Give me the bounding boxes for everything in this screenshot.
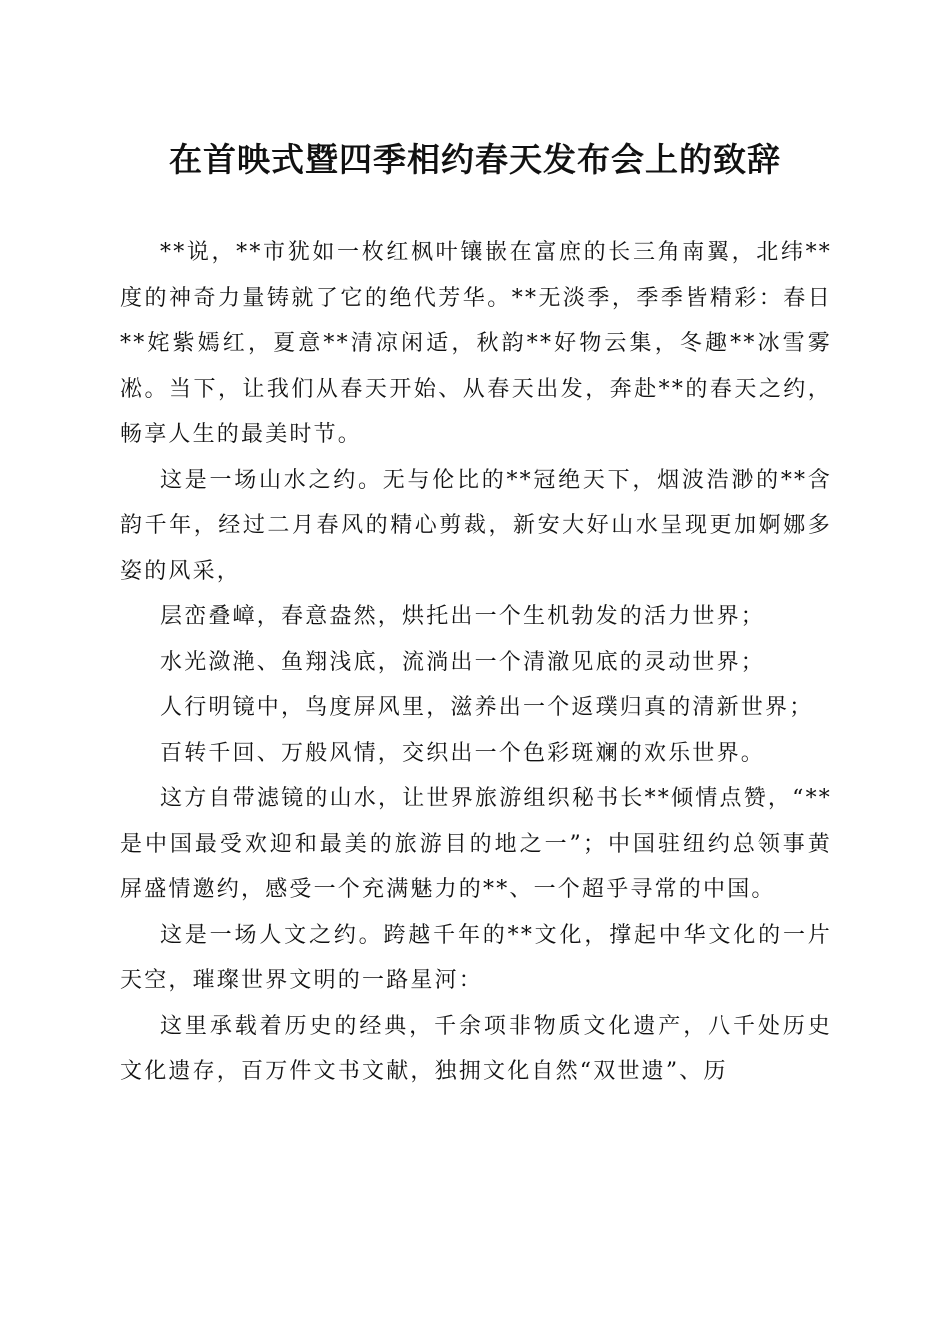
paragraph: 水光潋滟、鱼翔浅底，流淌出一个清澈见底的灵动世界； <box>160 649 766 675</box>
paragraph: 这方自带滤镜的山水，让世界旅游组织秘书长**倾情点赞，“**是中国最受欢迎和最美的旅游目的地之一”；中国驻纽约总领事黄屏盛情邀约，感受一个充满魅力的**、一个超乎寻常的中国。 <box>120 786 832 902</box>
paragraph: 层峦叠嶂，春意盎然，烘托出一个生机勃发的活力世界； <box>160 604 766 629</box>
document-body <box>120 230 832 1095</box>
paragraph: 人行明镜中，鸟度屏风里，滋养出一个返璞归真的清新世界； <box>160 695 814 720</box>
paragraph: 这是一场人文之约。跨越千年的**文化，撑起中华文化的一片天空，璀璨世界文明的一路星河： <box>120 922 832 993</box>
paragraph: 这里承载着历史的经典，千余项非物质文化遗产，八千处历史文化遗存，百万件文书文献，独拥文化自然“双世遗”、历 <box>120 1013 832 1084</box>
paragraph: 百转千回、万般风情，交织出一个色彩斑斓的欢乐世界。 <box>160 740 766 766</box>
paragraph: 这是一场山水之约。无与伦比的**冠绝天下，烟波浩渺的**含韵千年，经过二月春风的精心剪裁，新安大好山水呈现更加婀娜多姿的风采， <box>120 467 832 584</box>
paragraph: **说，**市犹如一枚红枫叶镶嵌在富庶的长三角南翼，北纬**度的神奇力量铸就了它的绝代芳华。**无淡季，季季皆精彩：春日**姹紫嫣红，夏意**清凉闲适，秋韵**好物云集，冬趣**冰雪雾凇。当下，让我们从春天开始、从春天出发，奔赴**的春天之约，畅享人生的最美时节。 <box>120 240 832 447</box>
document-title: 在首映式暨四季相约春天发布会上的致辞 <box>169 140 781 179</box>
